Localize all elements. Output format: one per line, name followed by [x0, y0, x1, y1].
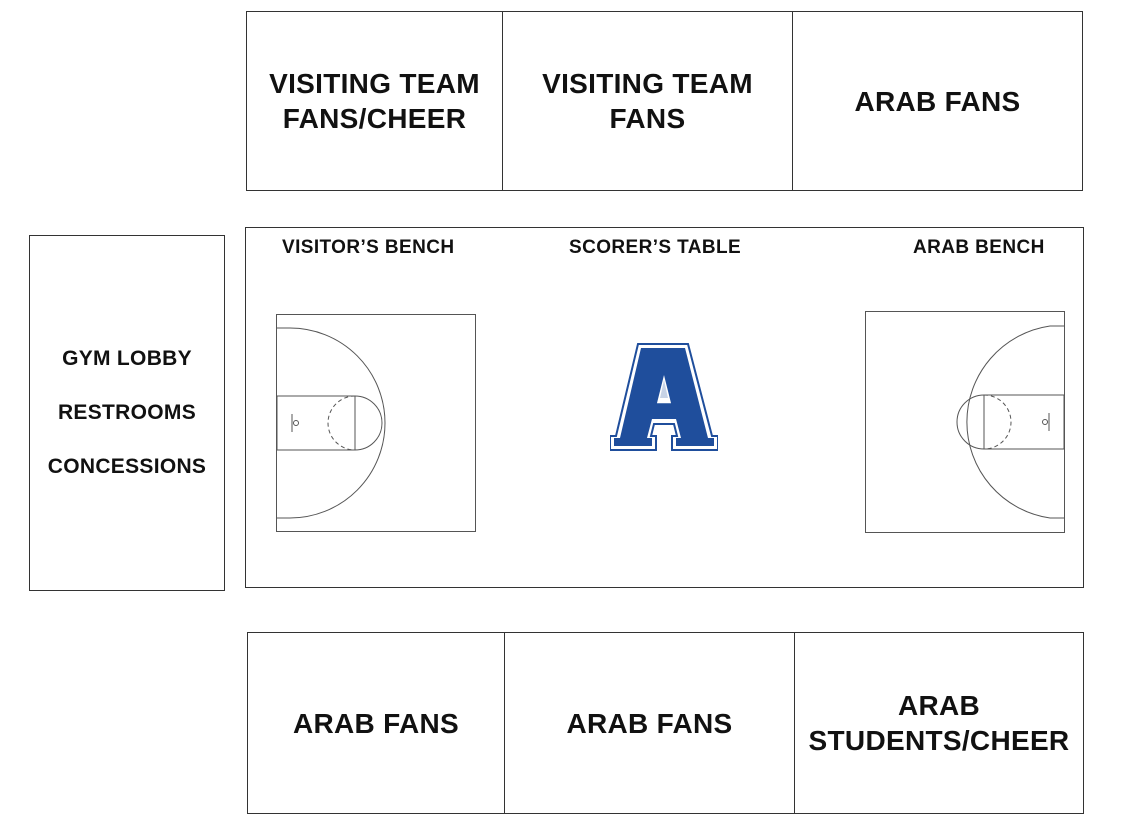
section-arab-fans-bottom-left: ARAB FANS — [292, 707, 460, 739]
section-visiting-team-fans: VISITING TEAM FANS — [502, 12, 792, 190]
left-free-throw-circle-dashed — [328, 396, 355, 450]
scorer-table-label: SCORER’S TABLE — [569, 237, 742, 258]
section-arab-students-cheer: ARAB STUDENTS/CHEER — [794, 633, 1083, 813]
right-free-throw-circle-outer — [957, 395, 984, 449]
left-free-throw-lane — [277, 396, 355, 450]
left-court-boundary — [277, 315, 476, 532]
concessions-label: CONCESSIONS — [47, 455, 207, 478]
gym-lobby-label: GYM LOBBY — [62, 347, 192, 370]
right-court-boundary — [866, 312, 1065, 533]
bottom-seating-row — [247, 632, 1084, 814]
right-rim — [1043, 420, 1048, 425]
right-free-throw-lane — [984, 395, 1064, 449]
left-free-throw-circle-outer — [355, 396, 382, 450]
section-visiting-team-fans-cheer: VISITING TEAM FANS/CHEER — [269, 68, 480, 134]
arab-bench-label: ARAB BENCH — [913, 237, 1045, 258]
left-half-court-lines — [276, 314, 476, 532]
top-seating-row — [246, 11, 1083, 191]
right-half-court-lines — [865, 311, 1065, 533]
section-arab-fans-top: ARAB FANS — [792, 12, 1082, 190]
left-rim — [294, 421, 299, 426]
visitor-bench-label: VISITOR’S BENCH — [282, 237, 455, 258]
section-arab-fans-bottom-center: ARAB FANS — [504, 633, 794, 813]
gym-lobby-area — [29, 235, 225, 591]
restrooms-label: RESTROOMS — [57, 401, 197, 424]
arab-a-logo — [610, 342, 718, 452]
right-free-throw-circle-dashed — [984, 395, 1011, 449]
